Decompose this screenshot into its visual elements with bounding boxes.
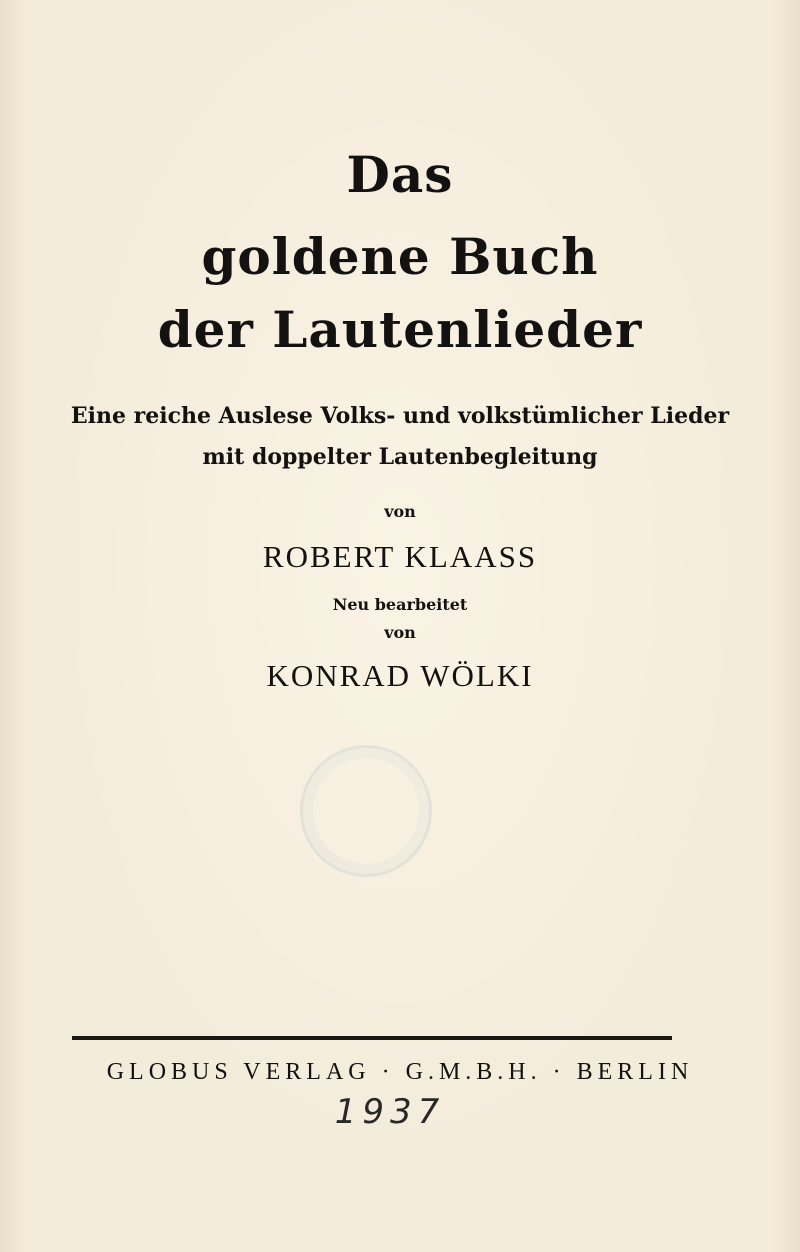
subtitle-line-2: mit doppelter Lautenbegleitung bbox=[202, 444, 598, 470]
subtitle-line-1: Eine reiche Auslese Volks- und volkstümlicher Lieder bbox=[70, 403, 730, 429]
book-title-line-1: Das bbox=[346, 145, 454, 204]
publisher-imprint: GLOBUS VERLAG · G.M.B.H. · BERLIN bbox=[106, 1059, 694, 1085]
book-title-line-3: der Lautenlieder bbox=[157, 300, 643, 359]
revised-by-label: Neu bearbeitet bbox=[332, 595, 468, 614]
von-label-author: von bbox=[384, 502, 416, 521]
book-title-line-2: goldene Buch bbox=[201, 227, 599, 286]
faded-library-stamp bbox=[300, 745, 432, 877]
von-label-editor: von bbox=[384, 623, 416, 642]
editor-name: KONRAD WÖLKI bbox=[266, 658, 534, 693]
author-name: ROBERT KLAASS bbox=[262, 539, 538, 574]
divider-rule bbox=[72, 1036, 672, 1040]
handwritten-year: 1937 bbox=[334, 1092, 446, 1132]
